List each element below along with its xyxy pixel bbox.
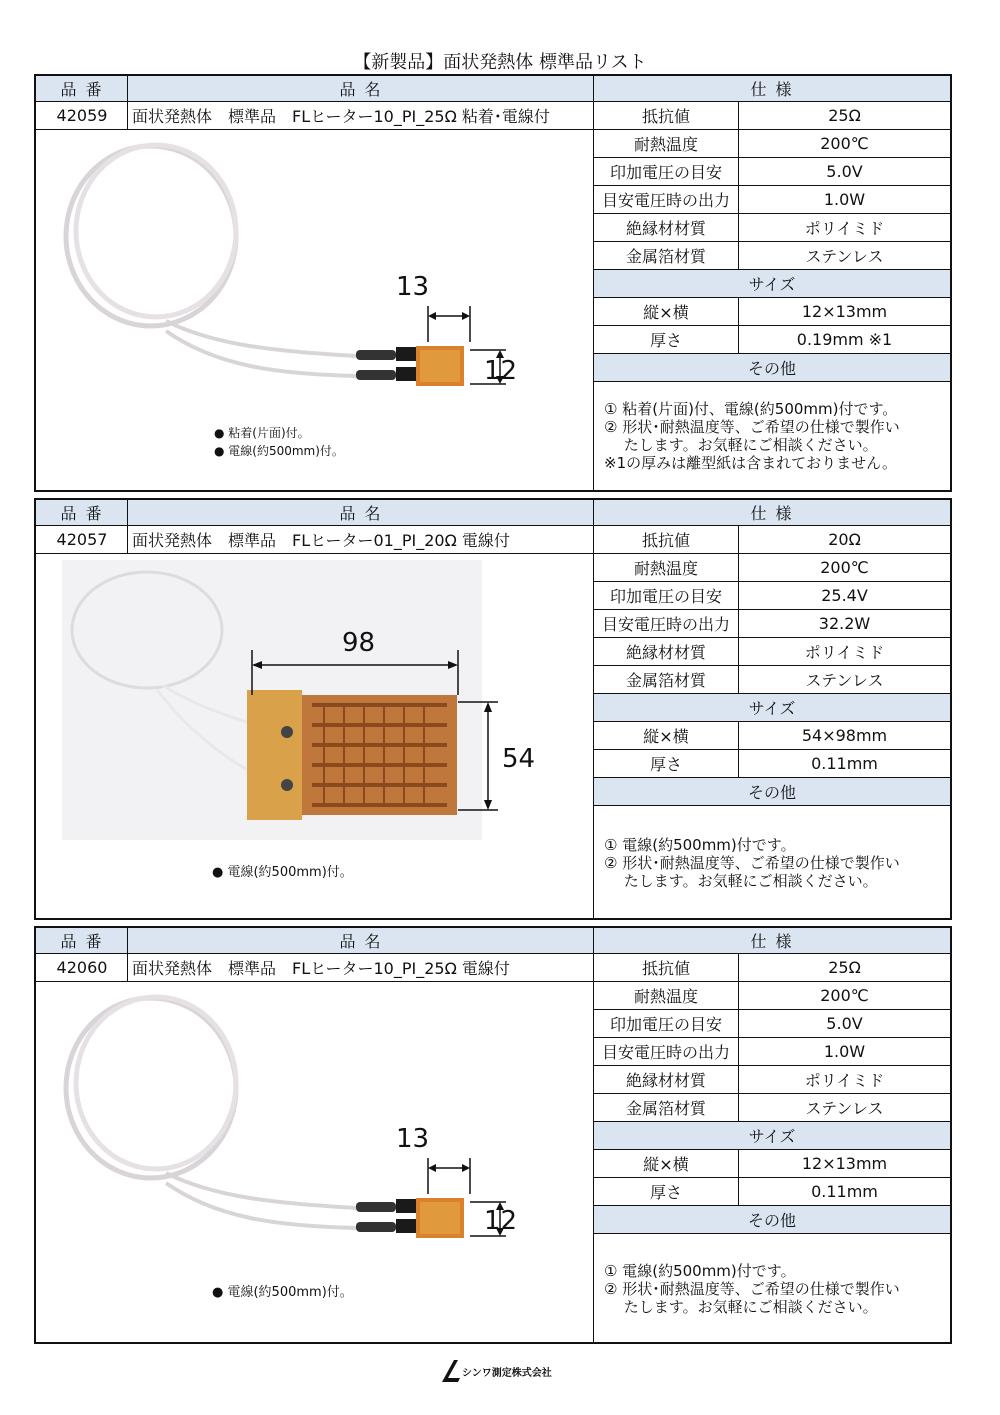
spec-key: 抵抗値 <box>594 102 739 129</box>
bullet: ● 電線(約500mm)付。 <box>212 1285 353 1300</box>
note-line: ① 電線(約500mm)付です。 <box>604 1262 796 1280</box>
spec-key: 金属箔材質 <box>594 242 739 269</box>
spec-key: 目安電圧時の出力 <box>594 1038 739 1065</box>
spec-key: 厚さ <box>594 326 739 353</box>
spec-key: 厚さ <box>594 1178 739 1205</box>
spec-heat-temp: 200℃ <box>820 558 869 577</box>
spec-key: 耐熱温度 <box>594 982 739 1009</box>
note-line: ※1の厚みは離型紙は含まれておりません。 <box>604 454 898 472</box>
bullet: ● 電線(約500mm)付。 <box>212 865 353 880</box>
dim-height: 12 <box>484 356 518 386</box>
spec-key: 耐熱温度 <box>594 130 739 157</box>
spec-output: 1.0W <box>823 1042 866 1061</box>
spec-key: 厚さ <box>594 750 739 777</box>
product-photo <box>56 990 516 1250</box>
note-line: たします。お気軽にご相談ください。 <box>604 436 878 454</box>
spec-output: 1.0W <box>823 190 866 209</box>
header-spec: 仕 様 <box>594 928 950 954</box>
page-title: 【新製品】面状発熱体 標準品リスト <box>353 52 647 73</box>
note-line: ① 電線(約500mm)付です。 <box>604 836 796 854</box>
dim-height: 12 <box>484 1206 518 1236</box>
spec-foil: ステンレス <box>805 671 884 690</box>
feature-bullets <box>212 864 353 882</box>
spec-insulation: ポリイミド <box>804 219 885 238</box>
spec-section-size: サイズ <box>594 270 950 298</box>
spec-key: 目安電圧時の出力 <box>594 610 739 637</box>
spec-thickness: 0.11mm <box>811 754 878 773</box>
spec-resistance: 25Ω <box>828 106 861 125</box>
spec-voltage: 5.0V <box>826 162 863 181</box>
header-name: 品 名 <box>128 76 594 102</box>
spec-key: 金属箔材質 <box>594 1094 739 1121</box>
spec-section-other: その他 <box>594 778 950 806</box>
company-logo <box>438 1356 568 1386</box>
bullet: ● 粘着(片面)付。 <box>214 426 310 440</box>
company-name: シンワ測定株式会社 <box>462 1368 552 1379</box>
spec-key: 耐熱温度 <box>594 554 739 581</box>
bullet: ● 電線(約500mm)付。 <box>214 444 344 458</box>
notes <box>604 400 900 472</box>
spec-key: 絶縁材材質 <box>594 638 739 665</box>
note-line: ② 形状･耐熱温度等、ご希望の仕様で製作い <box>604 418 900 436</box>
product-code: 42060 <box>36 954 128 982</box>
product-name: 面状発熱体 標準品 FLヒーター10_PI_25Ω 電線付 <box>128 954 594 982</box>
spec-key: 印加電圧の目安 <box>594 1010 739 1037</box>
spec-key: 金属箔材質 <box>594 666 739 693</box>
spec-dims: 54×98mm <box>801 726 888 745</box>
spec-key: 絶縁材材質 <box>594 1066 739 1093</box>
notes <box>604 1262 900 1316</box>
spec-heat-temp: 200℃ <box>820 134 869 153</box>
dim-height: 54 <box>502 744 536 774</box>
product-code: 42057 <box>36 526 128 554</box>
feature-bullets <box>214 424 344 460</box>
header-code: 品 番 <box>36 500 128 526</box>
spec-heat-temp: 200℃ <box>820 986 869 1005</box>
dim-width: 98 <box>342 628 376 658</box>
spec-insulation: ポリイミド <box>804 1071 885 1090</box>
spec-section-size: サイズ <box>594 1122 950 1150</box>
spec-key: 抵抗値 <box>594 526 739 553</box>
dimension-lines <box>236 650 536 820</box>
spec-key: 抵抗値 <box>594 954 739 981</box>
note-line: たします。お気軽にご相談ください。 <box>604 1298 878 1316</box>
spec-output: 32.2W <box>818 614 871 633</box>
spec-insulation: ポリイミド <box>804 643 885 662</box>
dim-width: 13 <box>396 272 430 302</box>
product-photo <box>56 136 516 396</box>
spec-foil: ステンレス <box>805 247 884 266</box>
spec-section-other: その他 <box>594 1206 950 1234</box>
spec-voltage: 25.4V <box>821 586 868 605</box>
dim-width: 13 <box>396 1124 430 1154</box>
header-spec: 仕 様 <box>594 500 950 526</box>
spec-key: 印加電圧の目安 <box>594 158 739 185</box>
product-name: 面状発熱体 標準品 FLヒーター01_PI_20Ω 電線付 <box>128 526 594 554</box>
header-code: 品 番 <box>36 76 128 102</box>
product-code: 42059 <box>36 102 128 130</box>
spec-key: 目安電圧時の出力 <box>594 186 739 213</box>
spec-resistance: 20Ω <box>828 530 861 549</box>
spec-key: 縦×横 <box>594 298 739 325</box>
product-block-42060 <box>34 926 952 1344</box>
feature-bullets <box>212 1284 353 1302</box>
note-line: ② 形状･耐熱温度等、ご希望の仕様で製作い <box>604 1280 900 1298</box>
spec-key: 印加電圧の目安 <box>594 582 739 609</box>
note-line: ① 粘着(片面)付、電線(約500mm)付です。 <box>604 400 898 418</box>
note-line: たします。お気軽にご相談ください。 <box>604 872 878 890</box>
product-block-42057 <box>34 498 952 920</box>
header-name: 品 名 <box>128 928 594 954</box>
note-line: ② 形状･耐熱温度等、ご希望の仕様で製作い <box>604 854 900 872</box>
spec-dims: 12×13mm <box>801 302 888 321</box>
spec-section-other: その他 <box>594 354 950 382</box>
spec-dims: 12×13mm <box>801 1154 888 1173</box>
header-spec: 仕 様 <box>594 76 950 102</box>
product-name: 面状発熱体 標準品 FLヒーター10_PI_25Ω 粘着･電線付 <box>128 102 594 130</box>
spec-key: 絶縁材材質 <box>594 214 739 241</box>
spec-voltage: 5.0V <box>826 1014 863 1033</box>
header-name: 品 名 <box>128 500 594 526</box>
product-block-42059 <box>34 74 952 492</box>
spec-thickness: 0.11mm <box>811 1182 878 1201</box>
header-code: 品 番 <box>36 928 128 954</box>
spec-resistance: 25Ω <box>828 958 861 977</box>
spec-foil: ステンレス <box>805 1099 884 1118</box>
notes <box>604 836 900 890</box>
spec-key: 縦×横 <box>594 1150 739 1177</box>
spec-key: 縦×横 <box>594 722 739 749</box>
spec-thickness: 0.19mm ※1 <box>796 330 893 349</box>
spec-section-size: サイズ <box>594 694 950 722</box>
